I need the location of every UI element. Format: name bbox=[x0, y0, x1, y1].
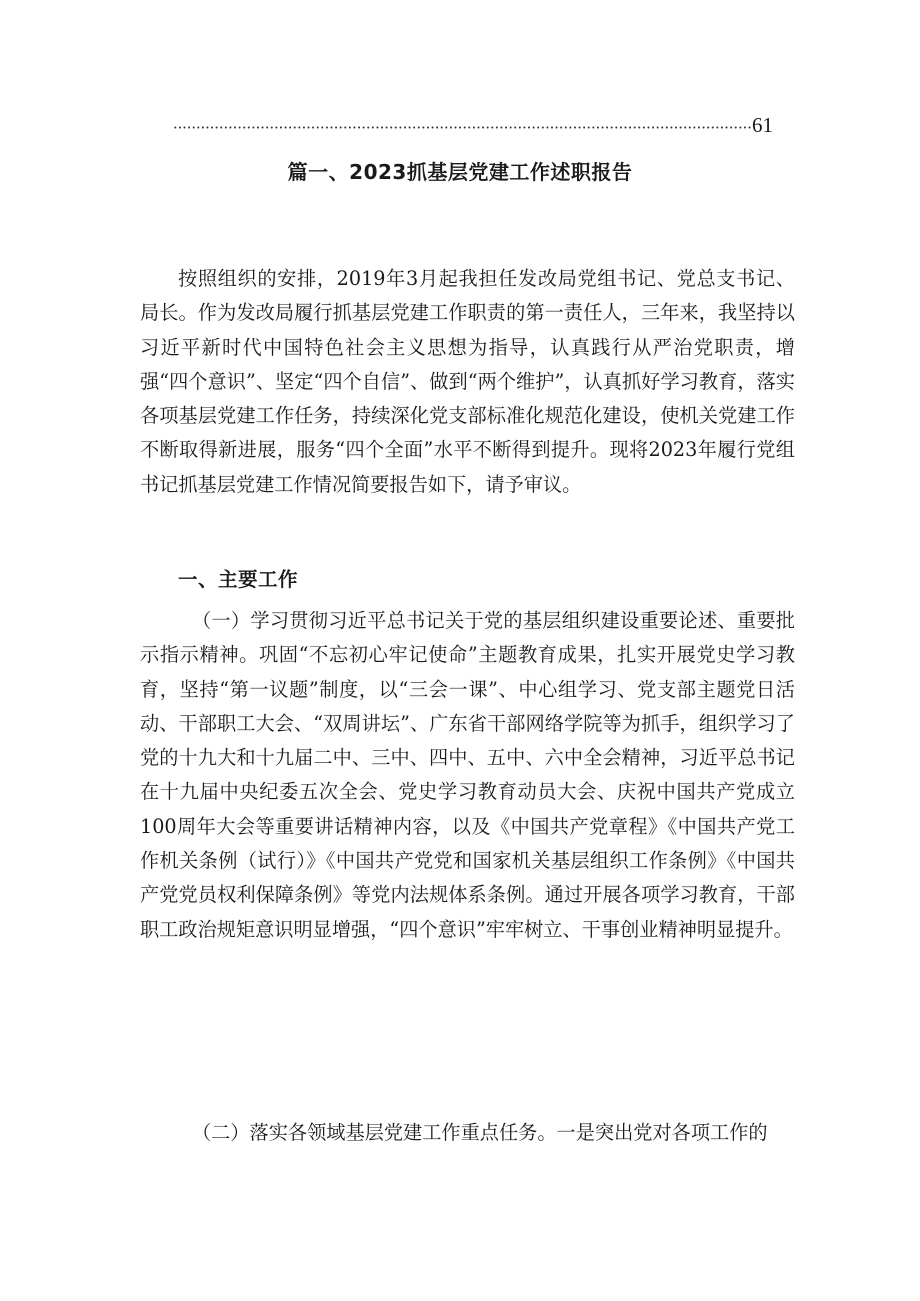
section-paragraph-2: （二）落实各领域基层党建工作重点任务。一是突出党对各项工作的 bbox=[192, 1121, 768, 1144]
toc-page-number: 61 bbox=[752, 113, 773, 137]
section-paragraph-1: （一）学习贯彻习近平总书记关于党的基层组织建设重要论述、重要批示指示精神。巩固“不忘初心牢记使命”主题教育成果，扎实开展党史学习教育，坚持“第一议题”制度，以“三会一课”、中心组学习、党支部主题党日活动、干部职工大会、“双周讲坛”、广东省干部网络学院等为抓手，组织学习了党的十九大和十九届二中、三中、四中、五中、六中全会精神，习近平总书记在十九届中央纪委五次全会、党史学习教育动员大会、庆祝中国共产党成立100周年大会等重要讲话精神内容，以及《中国共产党章程》《中国共产党工作机关条例（试行）》《中国共产党党和国家机关基层组织工作条例》《中国共产党党员权利保障条例》等党内法规体系条例。通过开展各项学习教育，干部职工政治规矩意识明显增强，“四个意识”牢牢树立、干事创业精神明显提升。 bbox=[140, 609, 795, 941]
intro-paragraph: 按照组织的安排，2019年3月起我担任发改局党组书记、党总支书记、局长。作为发改局履行抓基层党建工作职责的第一责任人，三年来，我坚持以习近平新时代中国特色社会主义思想为指导，认真践行从严治党职责，增强“四个意识”、坚定“四个自信”、做到“两个维护”，认真抓好学习教育，落实各项基层党建工作任务，持续深化党支部标准化规范化建设，使机关党建工作不断取得新进展，服务“四个全面”水平不断得到提升。现将2023年履行党组书记抓基层党建工作情况简要报告如下，请予审议。 bbox=[140, 267, 795, 496]
section-heading: 一、主要工作 bbox=[178, 568, 299, 591]
toc-leader-dots bbox=[173, 125, 751, 130]
document-title: 篇一、2023抓基层党建工作述职报告 bbox=[287, 160, 633, 184]
toc-entry bbox=[173, 106, 773, 136]
